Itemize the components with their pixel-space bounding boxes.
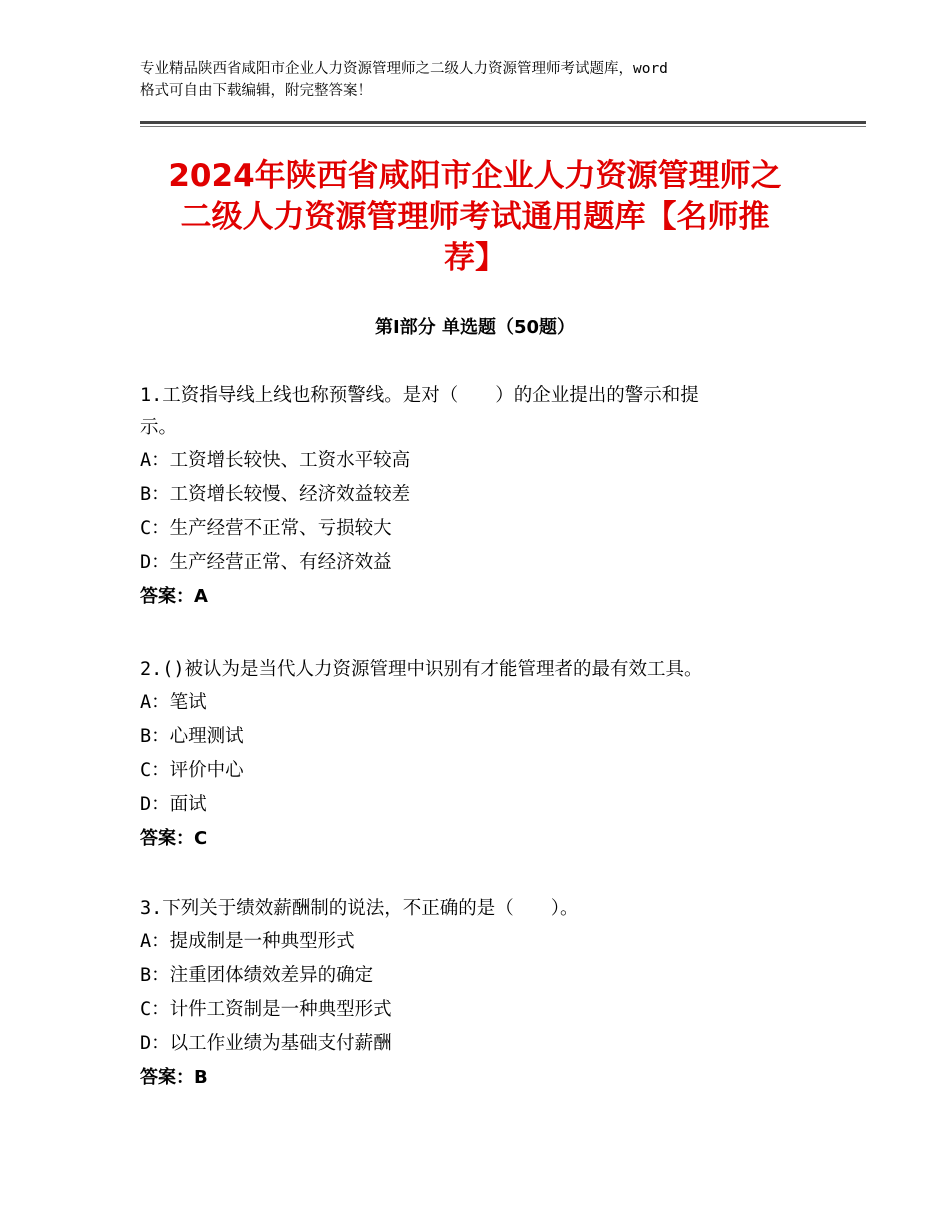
option-d: D：生产经营正常、有经济效益 (140, 552, 392, 573)
header-note-line: 专业精品陕西省咸阳市企业人力资源管理师之二级人力资源管理师考试题库，word (140, 61, 668, 77)
answer: 答案：C (140, 828, 208, 849)
title-line: 二级人力资源管理师考试通用题库【名师推 (180, 199, 770, 235)
option-c: C：计件工资制是一种典型形式 (140, 999, 392, 1020)
header-divider (140, 121, 866, 124)
section-title: 第Ⅰ部分 单选题（50题） (374, 317, 575, 338)
document-title (130, 156, 820, 279)
option-d: D：以工作业绩为基础支付薪酬 (140, 1033, 392, 1054)
option-b: B：心理测试 (140, 726, 244, 747)
option-a: A：工资增长较快、工资水平较高 (140, 450, 411, 471)
header-divider-thin (140, 126, 866, 127)
question-3 (140, 893, 840, 1095)
title-line: 2024年陕西省咸阳市企业人力资源管理师之 (168, 158, 782, 194)
question-stem-line: 1.工资指导线上线也称预警线。是对（ ）的企业提出的警示和提 (140, 385, 699, 406)
option-b: B：工资增长较慢、经济效益较差 (140, 484, 411, 505)
option-b: B：注重团体绩效差异的确定 (140, 965, 374, 986)
question-stem-line: 示。 (140, 417, 178, 438)
question-stem (140, 380, 840, 444)
option-d: D：面试 (140, 794, 207, 815)
option-c: C：评价中心 (140, 760, 244, 781)
option-a: A：笔试 (140, 692, 207, 713)
answer: 答案：B (140, 1067, 208, 1088)
question-stem (140, 654, 840, 686)
answer: 答案：A (140, 586, 208, 607)
question-stem-line: 3.下列关于绩效薪酬制的说法，不正确的是（ ）。 (140, 898, 579, 919)
question-stem (140, 893, 840, 925)
option-a: A：提成制是一种典型形式 (140, 931, 355, 952)
title-line: 荐】 (444, 240, 506, 276)
question-2 (140, 654, 840, 856)
header-note (140, 58, 820, 102)
header-note-line: 格式可自由下载编辑，附完整答案！ (140, 83, 372, 99)
question-stem-line: 2.()被认为是当代人力资源管理中识别有才能管理者的最有效工具。 (140, 659, 703, 680)
option-c: C：生产经营不正常、亏损较大 (140, 518, 392, 539)
question-1 (140, 380, 840, 614)
